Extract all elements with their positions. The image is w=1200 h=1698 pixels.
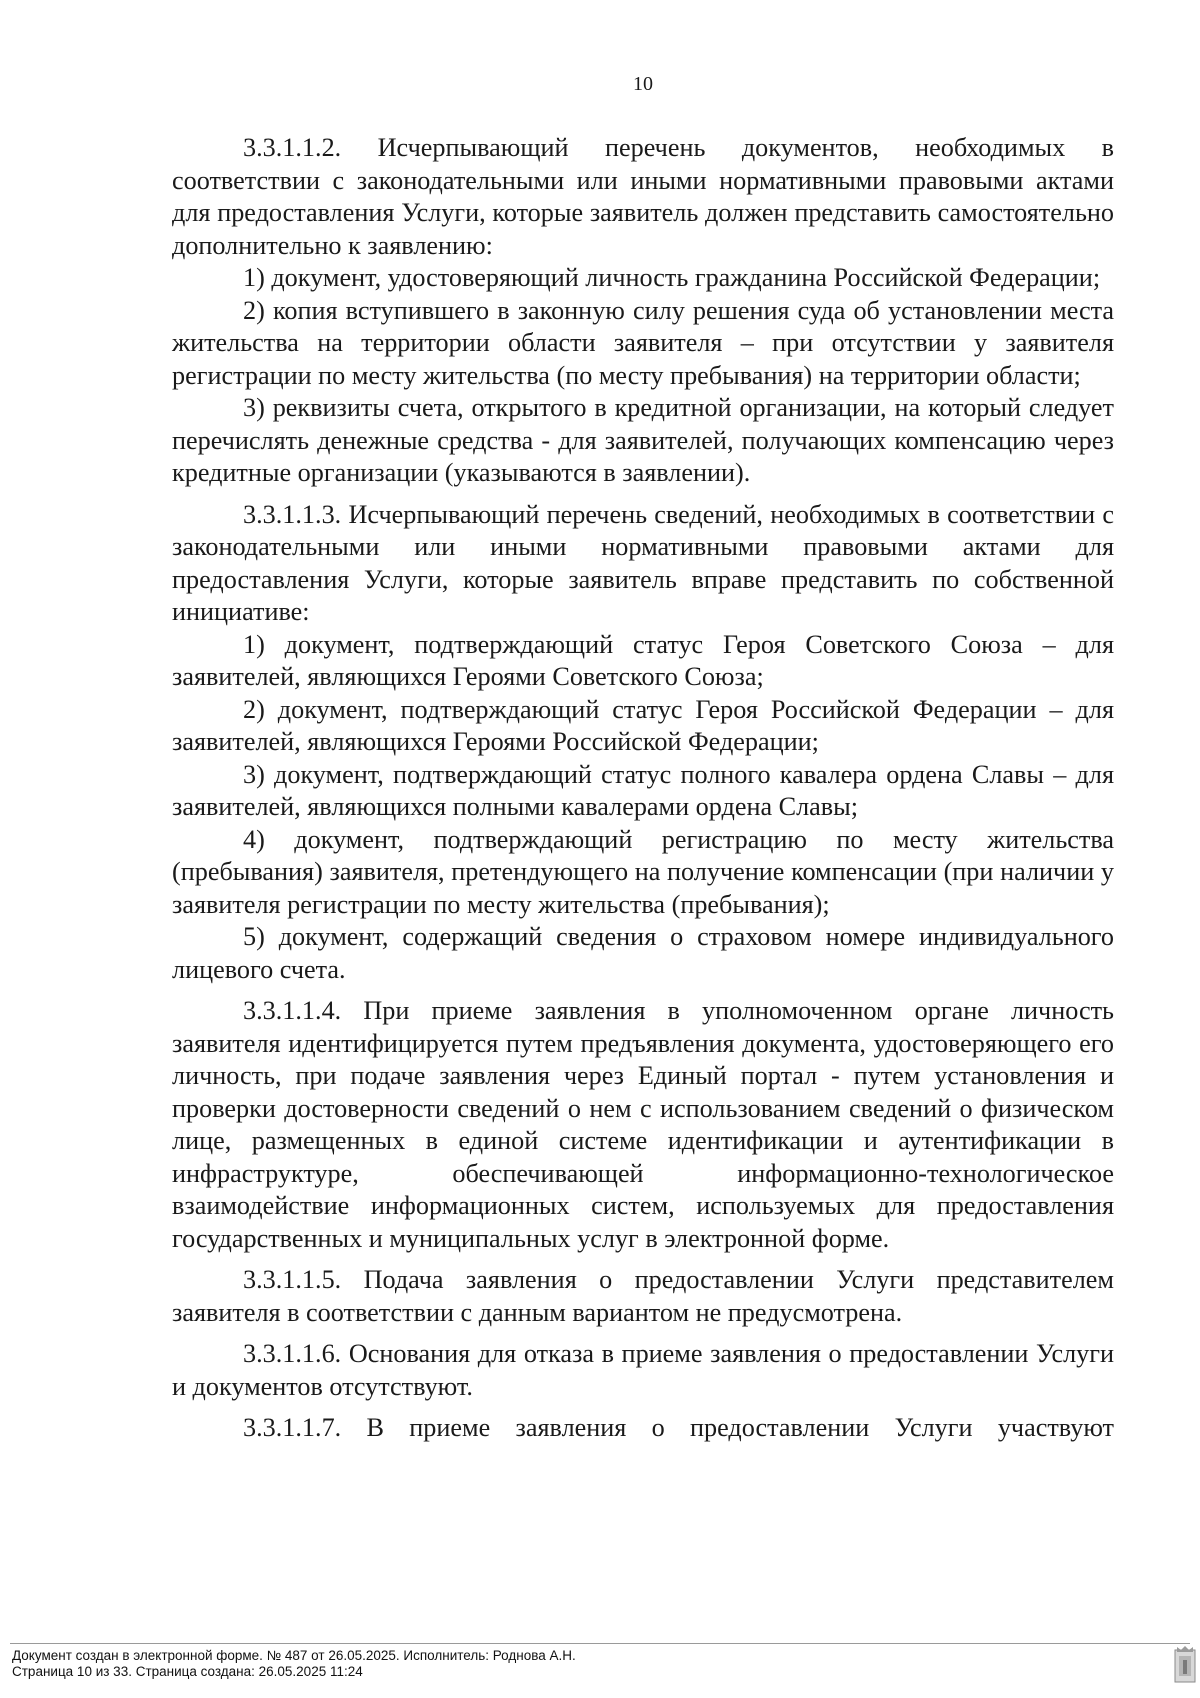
document-footer: [12, 1648, 576, 1680]
footer-document-info: Документ создан в электронной форме. № 487 от 26.05.2025. Исполнитель: Роднова А.Н.: [12, 1648, 576, 1663]
coat-of-arms-icon: [1174, 1646, 1196, 1684]
paragraph-3-3-1-1-2: 3.3.1.1.2. Исчерпывающий перечень документов, необходимых в соответствии с законодательными или иными нормативными правовыми актами для предоставления Услуги, которые заявитель должен представить самостоятельно дополнительно к заявлению:: [172, 133, 1114, 260]
list-item-2: 2) копия вступившего в законную силу решения суда об установлении места жительства на территории области заявителя – при отсутствии у заявителя регистрации по месту жительства (по месту пребывания) на территории области;: [172, 295, 1114, 390]
footer-page-info: Страница 10 из 33. Страница создана: 26.05.2025 11:24: [12, 1664, 363, 1679]
list-item-4: 4) документ, подтверждающий регистрацию по месту жительства (пребывания) заявителя, претендующего на получение компенсации (при наличии у заявителя регистрации по месту жительства (пребывания);: [172, 824, 1114, 919]
list-item-2: 2) документ, подтверждающий статус Героя Российской Федерации – для заявителей, являющихся Героями Российской Федерации;: [172, 694, 1114, 756]
paragraph-3-3-1-1-5: 3.3.1.1.5. Подача заявления о предоставлении Услуги представителем заявителя в соответствии с данным вариантом не предусмотрена.: [172, 1265, 1114, 1327]
footer-divider: [10, 1643, 1190, 1644]
list-item-1: 1) документ, подтверждающий статус Героя Советского Союза – для заявителей, являющихся Героями Советского Союза;: [172, 629, 1114, 691]
list-item-3: 3) документ, подтверждающий статус полного кавалера ордена Славы – для заявителей, являющихся полными кавалерами ордена Славы;: [172, 759, 1114, 821]
list-item-1: 1) документ, удостоверяющий личность гражданина Российской Федерации;: [243, 263, 1101, 292]
paragraph-3-3-1-1-6: 3.3.1.1.6. Основания для отказа в приеме заявления о предоставлении Услуги и документов отсутствуют.: [172, 1339, 1114, 1401]
list-item-3: 3) реквизиты счета, открытого в кредитной организации, на который следует перечислять денежные средства - для заявителей, получающих компенсацию через кредитные организации (указываются в заявлении).: [172, 393, 1114, 487]
paragraph-3-3-1-1-3: 3.3.1.1.3. Исчерпывающий перечень сведений, необходимых в соответствии с законодательными или иными нормативными правовыми актами для предоставления Услуги, которые заявитель вправе представить по собственной инициативе:: [172, 499, 1114, 626]
document-body: [172, 132, 1114, 1445]
paragraph-3-3-1-1-7: 3.3.1.1.7. В приеме заявления о предоставлении Услуги участвуют: [243, 1413, 1114, 1442]
paragraph-3-3-1-1-4: 3.3.1.1.4. При приеме заявления в уполномоченном органе личность заявителя идентифицируется путем предъявления документа, удостоверяющего его личность, при подаче заявления через Единый портал - путем установления и проверки достоверности сведений о нем с использованием сведений о физическом лице, размещенных в единой системе идентификации и аутентификации в инфраструктуре, обеспечивающей информационно-технологическое взаимодействие информационных систем, используемых для предоставления государственных и муниципальных услуг в электронной форме.: [172, 996, 1114, 1253]
page-number: 10: [633, 73, 653, 95]
list-item-5: 5) документ, содержащий сведения о страховом номере индивидуального лицевого счета.: [172, 922, 1114, 984]
